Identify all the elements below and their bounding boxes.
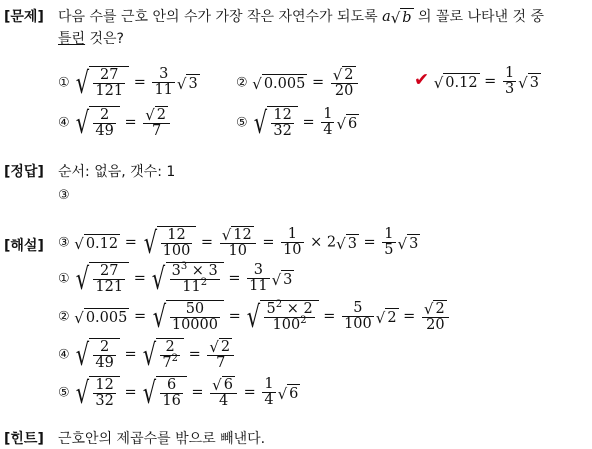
option-1-mark: ① — [58, 75, 70, 91]
question-text-rest: 것은? — [85, 31, 124, 47]
option-5: ⑤ √ $\frac{12}{32}$ = $\frac{1}{4}$ √ 6 — [236, 106, 358, 141]
option-1-sqrt: √ $\frac{27}{121}$ — [74, 66, 129, 99]
explanation-line-2: ② √ 0.005 = √ $\frac{50}{10000}$ = √ $\frac{5^2 \times 2}{100^2}$ = $\frac{5}{100}$ √ 2 = √ 2 20 — [58, 300, 451, 333]
hint-text: 근호안의 제곱수를 밖으로 빼낸다. — [58, 431, 266, 447]
option-2-rhs-frac: √ 2 20 — [331, 66, 358, 99]
form-sqrt-b: √ b — [390, 9, 412, 27]
question-label: [문제] — [4, 9, 44, 25]
option-1: ① √ $\frac{27}{121}$ = $\frac{3}{11}$ √ 3 — [58, 66, 198, 101]
question-line-2 — [58, 28, 124, 48]
explanation-line-1: ① √ $\frac{27}{121}$ = √ $\frac{3^3 \times 3}{11^2}$ = $\frac{3}{11}$ √ 3 — [58, 261, 293, 297]
option-1-rhs-frac: $\frac{3}{11}$ — [154, 66, 173, 98]
question-text-post: 의 꼴로 나타낸 것 중 — [418, 9, 545, 25]
option-2-mark: ② — [236, 75, 248, 91]
answer-choice: ③ — [58, 188, 70, 203]
explanation-label: [해설] — [4, 238, 44, 254]
option-2: ② √ 0.005 = √ 2 20 — [236, 66, 360, 99]
explanation-line-3: ③ √ 0.12 = √ $\frac{12}{100}$ = √ 12 10 = $\frac{1}{10}$ × 2 √ 3 = $\frac{1}{5}$ √ 3 — [58, 226, 419, 261]
option-3: ✔ √ 0.12 = $\frac{1}{3}$ √ 3 — [414, 65, 539, 97]
option-5-mark: ⑤ — [236, 115, 248, 131]
explanation-line-4: ④ √ $\frac{2}{49}$ = √ $\frac{2}{7^2}$ = √ 2 7 — [58, 338, 236, 371]
answer-line: 순서: 없음, 갯수: 1 — [58, 164, 176, 180]
correct-check-icon: ✔ — [414, 69, 430, 91]
option-4: ④ √ $\frac{2}{49}$ = √ 2 7 — [58, 106, 172, 139]
explanation-line-5: ⑤ √ $\frac{12}{32}$ = √ $\frac{6}{16}$ = √ 6 4 = $\frac{1}{4}$ √ 6 — [58, 376, 299, 411]
answer-label: [정답] — [4, 164, 44, 180]
option-4-mark: ④ — [58, 115, 70, 131]
question-line-1 — [58, 6, 544, 26]
hint-label: [힌트] — [4, 431, 44, 447]
form-a: a — [382, 9, 391, 25]
wrong-word: 틀린 — [58, 31, 86, 47]
question-text-pre: 다음 수를 근호 안의 수가 가장 작은 자연수가 되도록 — [58, 9, 378, 25]
